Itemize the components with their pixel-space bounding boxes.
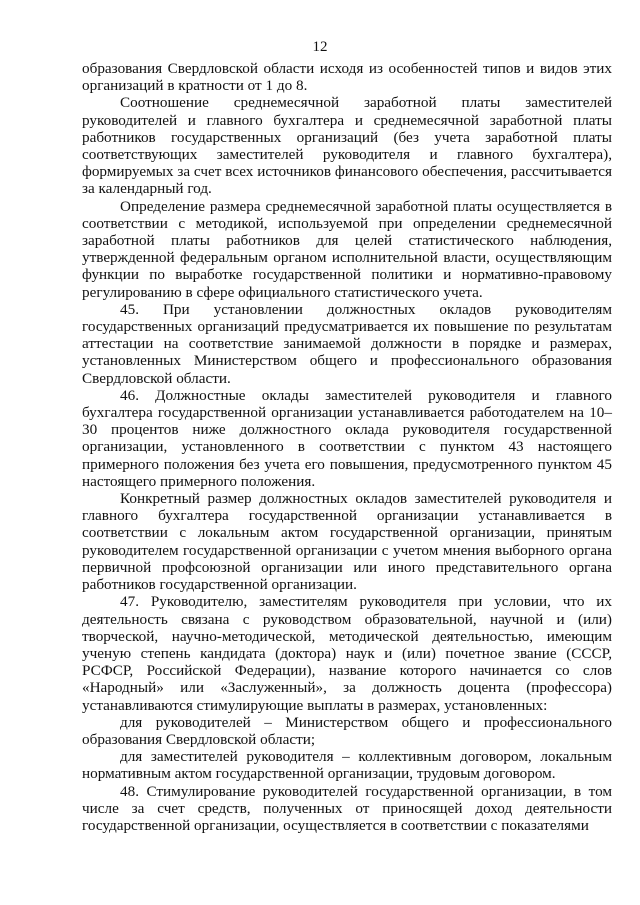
paragraph-clause-47: 47. Руководителю, заместителям руководителя при условии, что их деятельность связана с руководством образовательной, научной и (или) творческой, научно-методической, методической деятельностью, имеющим ученую степень кандидата (доктора) наук и (или) почетное звание (СССР, РСФСР, Российской Федерации), название которого начинается со слов «Народный» или «Заслуженный», за должность доцента (профессора) устанавливаются стимулирующие выплаты в размерах, установленных: xyxy=(82,593,612,714)
paragraph-continuation: образования Свердловской области исходя из особенностей типов и видов этих организаций в кратности от 1 до 8. xyxy=(82,60,612,95)
page-number: 12 xyxy=(312,39,328,55)
paragraph-clause-48: 48. Стимулирование руководителей государственной организации, в том числе за счет средств, полученных от приносящей доход деятельности государственной организации, осуществляется в соответствии с показателями xyxy=(82,782,612,834)
paragraph-salary-methodology: Определение размера среднемесячной заработной платы осуществляется в соответствии с методикой, используемой при определении среднемесячной заработной платы работников для целей статистического наблюдения, утвержденной федеральным органом исполнительной власти, осуществляющим функции по выработке государственной политики и нормативно-правовому регулированию в сфере официального статистического учета. xyxy=(82,197,612,301)
document-body xyxy=(82,60,612,834)
paragraph-salary-ratio: Соотношение среднемесячной заработной платы заместителей руководителей и главного бухгалтера и среднемесячной заработной платы работников государственных организаций (без учета заработной платы соответствующих заместителей руководителя и главного бухгалтера), формируемых за счет всех источников финансового обеспечения, рассчитывается за календарный год. xyxy=(82,94,612,198)
paragraph-clause-46: 46. Должностные оклады заместителей руководителя и главного бухгалтера государственной организации устанавливается работодателем на 10–30 процентов ниже должностного оклада руководителя государственной организации, установленного в соответствии с пунктом 43 настоящего примерного положения без учета его повышения, предусмотренного пунктом 45 настоящего примерного положения. xyxy=(82,386,612,490)
paragraph-for-deputies: для заместителей руководителя – коллективным договором, локальным нормативным актом государственной организации, трудовым договором. xyxy=(82,748,612,783)
paragraph-specific-salary-size: Конкретный размер должностных окладов заместителей руководителя и главного бухгалтера государственной организации устанавливается в соответствии с локальным актом государственной организации, принятым руководителем государственной организации с учетом мнения выборного органа первичной профсоюзной организации или иного представительного органа работников государственной организации. xyxy=(82,490,612,594)
paragraph-for-heads: для руководителей – Министерством общего и профессионального образования Свердловской области; xyxy=(82,713,612,748)
paragraph-clause-45: 45. При установлении должностных окладов руководителям государственных организаций предусматривается их повышение по результатам аттестации на соответствие занимаемой должности в порядке и размерах, установленных Министерством общего и профессионального образования Свердловской области. xyxy=(82,300,612,387)
